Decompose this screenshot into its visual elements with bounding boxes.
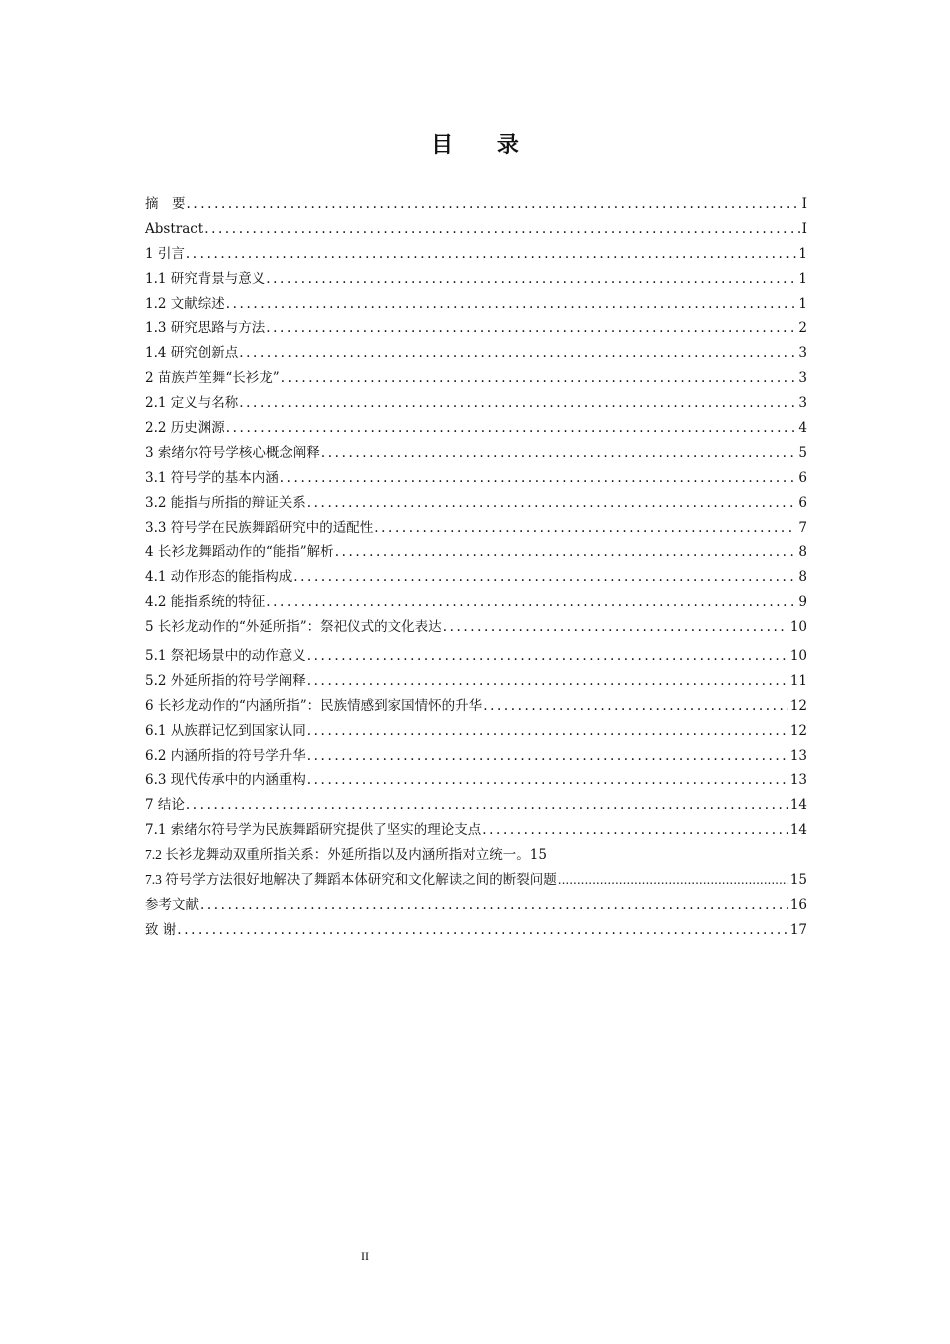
- toc-entry[interactable]: [145, 192, 807, 217]
- toc-entry-title: 6 长衫龙动作的“内涵所指”：民族情感到家国情怀的升华: [145, 697, 483, 714]
- toc-entry[interactable]: [145, 540, 807, 565]
- toc-entry-page: 6: [798, 469, 807, 486]
- toc-entry[interactable]: [145, 292, 807, 317]
- toc-leader-dots: [307, 744, 788, 769]
- toc-entry[interactable]: [145, 918, 807, 943]
- toc-entry-page: 1: [798, 295, 807, 312]
- toc-entry[interactable]: [145, 217, 807, 242]
- toc-entry-page: 12: [789, 697, 807, 714]
- toc-entry-page: 2: [798, 320, 807, 337]
- toc-entry-title: 4.1 动作形态的能指构成: [145, 569, 293, 586]
- footer-page-number: II: [361, 1249, 369, 1263]
- table-of-contents: [145, 192, 807, 943]
- toc-entry-page: 8: [798, 569, 807, 586]
- toc-entry-page: 14: [789, 797, 807, 814]
- toc-entry-title: 2.2 历史渊源: [145, 420, 225, 437]
- toc-entry[interactable]: [145, 516, 807, 541]
- toc-leader-dots: [186, 242, 797, 267]
- toc-entry-page: 8: [798, 544, 807, 561]
- toc-entry-page: 3: [798, 345, 807, 362]
- toc-entry-page: 15: [789, 872, 807, 889]
- toc-entry-page: 13: [789, 772, 807, 789]
- toc-entry[interactable]: [145, 441, 807, 466]
- toc-leader-dots: [281, 366, 797, 391]
- toc-leader-dots: [204, 217, 799, 242]
- toc-leader-dots: [307, 644, 788, 669]
- toc-entry-page: 17: [789, 921, 807, 938]
- toc-leader-dots: [239, 391, 796, 416]
- toc-entry-page: 3: [798, 370, 807, 387]
- toc-leader-dots: [307, 669, 788, 694]
- toc-entry[interactable]: [145, 341, 807, 366]
- toc-entry[interactable]: [145, 615, 807, 640]
- toc-leader-dots: [280, 466, 797, 491]
- toc-leader-dots: [186, 793, 788, 818]
- toc-entry[interactable]: [145, 818, 807, 843]
- toc-leader-dots: [443, 615, 788, 640]
- toc-leader-dots: [266, 316, 796, 341]
- toc-entry[interactable]: [145, 893, 807, 918]
- toc-leader-dots: [483, 694, 788, 719]
- toc-entry-title: 1 引言: [145, 245, 185, 262]
- toc-leader-dots: [293, 565, 796, 590]
- toc-entry[interactable]: [145, 366, 807, 391]
- toc-leader-dots: [482, 818, 788, 843]
- toc-entry-page: I: [801, 196, 807, 212]
- toc-entry-page: 6: [798, 494, 807, 511]
- toc-entry[interactable]: [145, 719, 807, 744]
- toc-entry-title: Abstract: [145, 220, 204, 237]
- toc-entry-title: 7.3 符号学方法很好地解决了舞蹈本体研究和文化解读之间的断裂问题: [145, 872, 557, 888]
- toc-entry[interactable]: [145, 590, 807, 615]
- toc-leader-dots: [200, 893, 788, 918]
- toc-entry-title: 致 谢: [145, 921, 177, 938]
- toc-entry[interactable]: [145, 768, 807, 793]
- toc-entry[interactable]: [145, 744, 807, 769]
- page-title: 目 录: [431, 133, 537, 158]
- toc-leader-dots: [307, 719, 788, 744]
- toc-entry-page: 3: [798, 395, 807, 412]
- toc-entry-title: 2 苗族芦笙舞“长衫龙”: [145, 370, 280, 387]
- toc-leader-dots: [374, 516, 796, 541]
- toc-leader-dots: [226, 416, 797, 441]
- toc-entry[interactable]: [145, 669, 807, 694]
- toc-entry[interactable]: [145, 242, 807, 267]
- toc-entry-title: 7.2 长衫龙舞动双重所指关系：外延所指以及内涵所指对立统一。: [145, 847, 530, 863]
- toc-entry-title: 6.3 现代传承中的内涵重构: [145, 772, 306, 789]
- toc-leader-dots: [321, 441, 797, 466]
- toc-leader-dots: [307, 491, 797, 516]
- toc-leader-dots: [187, 192, 800, 217]
- toc-entry-title: 4 长衫龙舞蹈动作的“能指”解析: [145, 544, 334, 561]
- toc-entry-title: 7 结论: [145, 797, 185, 814]
- toc-entry[interactable]: [145, 793, 807, 818]
- toc-entry-title: 2.1 定义与名称: [145, 395, 239, 412]
- toc-entry-title: 6.1 从族群记忆到国家认同: [145, 722, 306, 739]
- toc-entry-title: 1.3 研究思路与方法: [145, 320, 266, 337]
- toc-entry[interactable]: [145, 644, 807, 669]
- toc-entry[interactable]: [145, 391, 807, 416]
- toc-entry-title: 3.3 符号学在民族舞蹈研究中的适配性: [145, 519, 374, 536]
- toc-entry-page: 16: [789, 896, 807, 913]
- toc-entry[interactable]: [145, 868, 807, 893]
- toc-entry-page: 13: [789, 747, 807, 764]
- toc-leader-dots: [226, 292, 797, 317]
- toc-leader-dots: [266, 590, 796, 615]
- toc-entry-page: 5: [798, 444, 807, 461]
- toc-entry[interactable]: [145, 267, 807, 292]
- toc-entry-title: 5.2 外延所指的符号学阐释: [145, 672, 306, 689]
- toc-entry-title: 3.1 符号学的基本内涵: [145, 469, 279, 486]
- toc-leader-dots: [239, 341, 796, 366]
- toc-entry[interactable]: [145, 416, 807, 441]
- toc-entry-page: 10: [789, 648, 807, 665]
- toc-entry-page: 10: [789, 619, 807, 636]
- toc-entry-title: 1.2 文献综述: [145, 295, 225, 312]
- toc-entry-title: 6.2 内涵所指的符号学升华: [145, 747, 306, 764]
- toc-entry-page: 4: [798, 420, 807, 437]
- toc-leader-dots: [177, 918, 788, 943]
- toc-entry-page: 9: [798, 594, 807, 611]
- toc-entry-title: 摘 要: [145, 196, 186, 212]
- toc-leader-dots: [266, 267, 796, 292]
- toc-entry-title: 参考文献: [145, 896, 199, 913]
- toc-entry-page: 15: [529, 847, 547, 864]
- toc-entry-title: 1.1 研究背景与意义: [145, 270, 266, 287]
- toc-entry[interactable]: [145, 694, 807, 719]
- toc-entry[interactable]: [145, 316, 807, 341]
- toc-leader-dots: [307, 768, 788, 793]
- toc-entry-title: 3.2 能指与所指的辩证关系: [145, 494, 306, 511]
- toc-entry-page: 14: [789, 822, 807, 839]
- toc-entry[interactable]: [145, 466, 807, 491]
- toc-entry-page: 12: [789, 722, 807, 739]
- toc-entry-page: 7: [798, 519, 807, 536]
- toc-entry-title: 3 索绪尔符号学核心概念阐释: [145, 444, 320, 461]
- toc-entry-title: 5 长衫龙动作的“外延所指”：祭祀仪式的文化表达: [145, 619, 442, 636]
- toc-entry-page: 11: [789, 672, 807, 689]
- toc-entry[interactable]: [145, 843, 807, 868]
- toc-entry[interactable]: [145, 565, 807, 590]
- toc-entry[interactable]: [145, 491, 807, 516]
- toc-entry-page: I: [801, 220, 807, 237]
- toc-leader-dots: [558, 868, 788, 893]
- toc-entry-title: 1.4 研究创新点: [145, 345, 239, 362]
- toc-leader-dots: [335, 540, 797, 565]
- toc-entry-page: 1: [798, 270, 807, 287]
- toc-entry-title: 7.1 索绪尔符号学为民族舞蹈研究提供了坚实的理论支点: [145, 822, 482, 839]
- toc-entry-page: 1: [798, 245, 807, 262]
- toc-entry-title: 4.2 能指系统的特征: [145, 594, 266, 611]
- toc-entry-title: 5.1 祭祀场景中的动作意义: [145, 648, 306, 665]
